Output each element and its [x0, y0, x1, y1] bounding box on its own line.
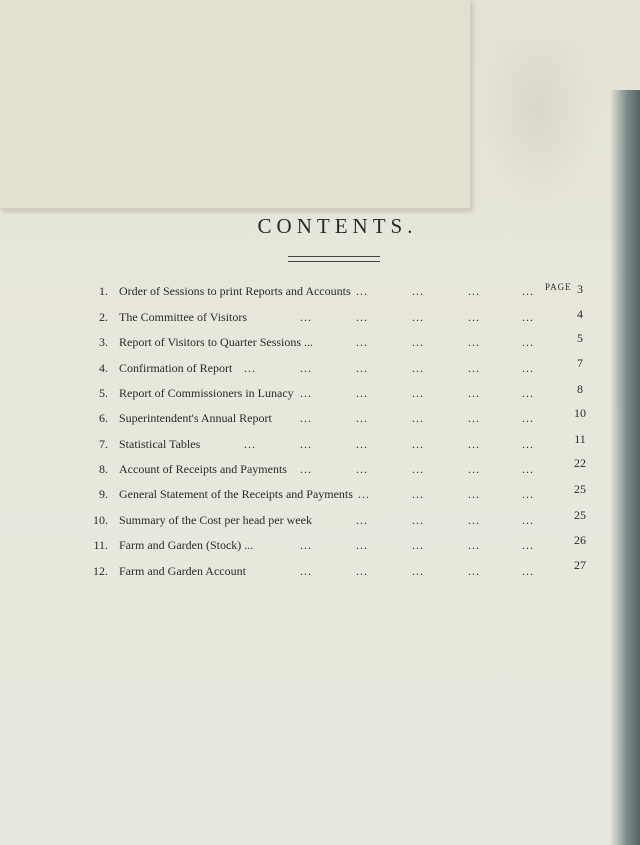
dot-leader: ... [468, 310, 480, 324]
show-through-smudge [478, 40, 598, 210]
entry-number: 7. [99, 437, 108, 451]
dot-leader: ... [468, 361, 480, 375]
dot-leader: ... [468, 284, 480, 298]
dot-leader: ... [468, 564, 480, 578]
dot-leader: ... [522, 487, 534, 501]
entry-number: 11. [93, 538, 108, 552]
entry-page-number: 5 [577, 331, 583, 345]
entry-number: 5. [99, 386, 108, 400]
dot-leader: ... [522, 462, 534, 476]
dot-leader: ... [356, 564, 368, 578]
entry-page-number: 10 [574, 406, 586, 420]
dot-leader: ... [412, 284, 424, 298]
dot-leader: ... [522, 437, 534, 451]
dot-leader: ... [356, 310, 368, 324]
dot-leader: ... [300, 411, 312, 425]
contents-entry [0, 284, 640, 306]
dot-leader: ... [356, 437, 368, 451]
dot-leader: ... [412, 437, 424, 451]
dot-leader: ... [300, 361, 312, 375]
contents-entry [0, 513, 640, 535]
contents-entry [0, 310, 640, 332]
entry-title: Farm and Garden (Stock) ... [119, 538, 254, 552]
dot-leader: ... [522, 284, 534, 298]
entry-title: Farm and Garden Account [119, 564, 246, 578]
dot-leader: ... [412, 538, 424, 552]
entry-title: Summary of the Cost per head per week [119, 513, 312, 527]
dot-leader: ... [522, 310, 534, 324]
dot-leader: ... [356, 538, 368, 552]
dot-leader: ... [300, 564, 312, 578]
entry-number: 2. [99, 310, 108, 324]
entry-title: Report of Commissioners in Lunacy [119, 386, 294, 400]
page-title: CONTENTS. [257, 214, 418, 238]
entry-number: 12. [93, 564, 108, 578]
dot-leader: ... [412, 310, 424, 324]
contents-entry [0, 361, 640, 383]
dot-leader: ... [522, 564, 534, 578]
entry-page-number: 7 [577, 356, 583, 370]
entry-title: Account of Receipts and Payments [119, 462, 287, 476]
contents-entry [0, 564, 640, 586]
dot-leader: ... [244, 361, 256, 375]
contents-entry [0, 462, 640, 484]
dot-leader: ... [244, 437, 256, 451]
entry-page-number: 27 [574, 558, 586, 572]
entry-page-number: 22 [574, 456, 586, 470]
entry-title: Order of Sessions to print Reports and Accounts [119, 284, 351, 298]
dot-leader: ... [468, 386, 480, 400]
dot-leader: ... [412, 564, 424, 578]
dot-leader: ... [468, 513, 480, 527]
dot-leader: ... [412, 462, 424, 476]
entry-page-number: 25 [574, 508, 586, 522]
entry-page-number: 25 [574, 482, 586, 496]
dot-leader: ... [522, 538, 534, 552]
dot-leader: ... [412, 386, 424, 400]
overlapping-paper-sheet [0, 0, 471, 209]
dot-leader: ... [356, 361, 368, 375]
page-column-label: PAGE [545, 282, 572, 292]
dot-leader: ... [522, 361, 534, 375]
dot-leader: ... [300, 386, 312, 400]
dot-leader: ... [522, 513, 534, 527]
entry-title: Report of Visitors to Quarter Sessions ... [119, 335, 314, 349]
entry-page-number: 3 [577, 282, 583, 296]
entry-page-number: 4 [577, 307, 583, 321]
dot-leader: ... [356, 335, 368, 349]
contents-entry [0, 437, 640, 459]
entry-number: 3. [99, 335, 108, 349]
dot-leader: ... [468, 335, 480, 349]
dot-leader: ... [300, 310, 312, 324]
dot-leader: ... [468, 411, 480, 425]
contents-entry [0, 411, 640, 433]
entry-title: General Statement of the Receipts and Payments [119, 487, 353, 501]
entry-number: 9. [99, 487, 108, 501]
contents-entry [0, 487, 640, 509]
contents-entry [0, 335, 640, 357]
entry-number: 6. [99, 411, 108, 425]
entry-title: Statistical Tables [119, 437, 201, 451]
dot-leader: ... [522, 411, 534, 425]
dot-leader: ... [300, 437, 312, 451]
entry-page-number: 26 [574, 533, 586, 547]
dot-leader: ... [356, 386, 368, 400]
dot-leader: ... [412, 513, 424, 527]
dot-leader: ... [358, 487, 370, 501]
entry-title: Confirmation of Report [119, 361, 233, 375]
dot-leader: ... [468, 462, 480, 476]
entry-title: Superintendent's Annual Report [119, 411, 272, 425]
dot-leader: ... [522, 335, 534, 349]
entry-number: 8. [99, 462, 108, 476]
dot-leader: ... [356, 411, 368, 425]
dot-leader: ... [468, 487, 480, 501]
title-double-rule [288, 256, 380, 262]
dot-leader: ... [300, 462, 312, 476]
entry-number: 10. [93, 513, 108, 527]
dot-leader: ... [356, 284, 368, 298]
dot-leader: ... [356, 462, 368, 476]
dot-leader: ... [300, 538, 312, 552]
dot-leader: ... [412, 335, 424, 349]
entry-page-number: 11 [574, 432, 586, 446]
contents-entry [0, 538, 640, 560]
dot-leader: ... [412, 487, 424, 501]
entry-page-number: 8 [577, 382, 583, 396]
dot-leader: ... [412, 411, 424, 425]
entry-title: The Committee of Visitors [119, 310, 248, 324]
contents-entry [0, 386, 640, 408]
dot-leader: ... [468, 437, 480, 451]
dot-leader: ... [468, 538, 480, 552]
entry-number: 4. [99, 361, 108, 375]
dot-leader: ... [522, 386, 534, 400]
entry-number: 1. [99, 284, 108, 298]
dot-leader: ... [412, 361, 424, 375]
dot-leader: ... [356, 513, 368, 527]
